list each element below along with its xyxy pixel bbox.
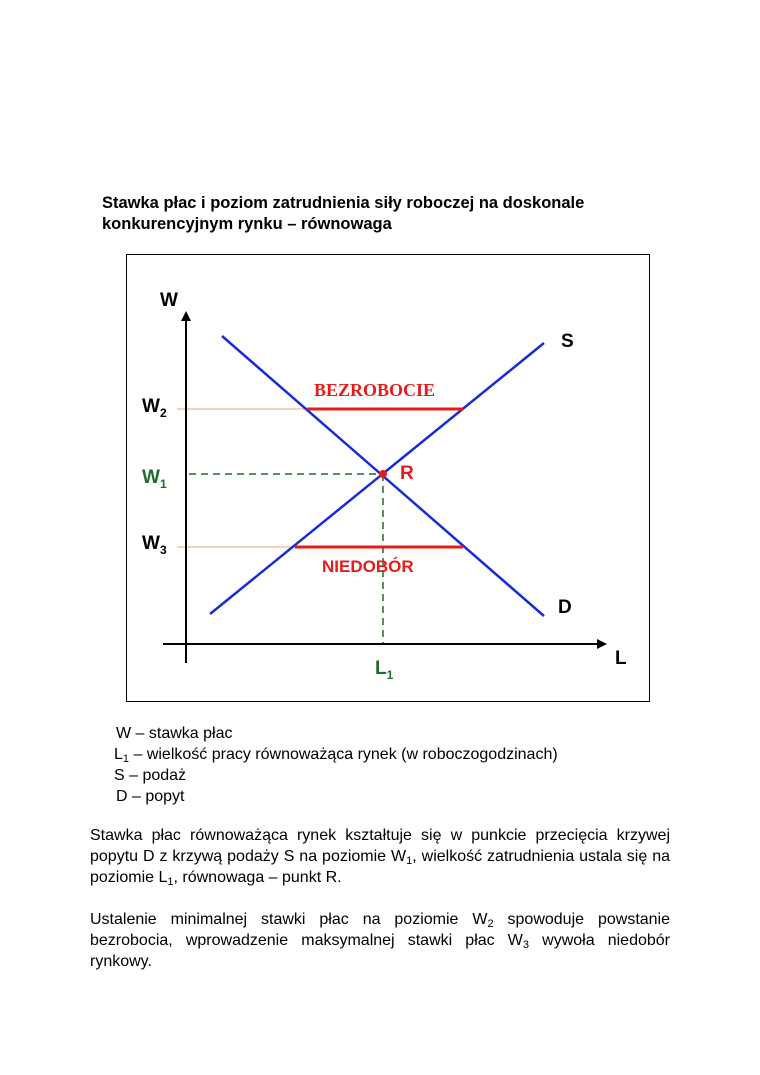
l1-label: $L_1$	[375, 658, 394, 682]
legend-w: W – stawka płac	[116, 725, 233, 742]
supply-curve-label: S	[561, 331, 574, 352]
legend-s: S – podaż	[114, 767, 187, 784]
w2-label: $W_2$	[142, 396, 167, 420]
paragraph-wage-policy: Ustalenie minimalnej stawki płac na poziomie $W_2$ spowoduje powstanie bezrobocia, wprowadzenie maksymalnej stawki płac $W_3$ wywoła niedobór rynkowy.	[90, 911, 671, 970]
legend-d: D – popyt	[116, 788, 185, 805]
w1-label: $W_1$	[142, 467, 167, 491]
equilibrium-label-r: R	[400, 463, 414, 484]
equilibrium-point-r	[379, 470, 387, 478]
labor-market-diagram	[126, 254, 650, 702]
diagram-svg	[127, 255, 651, 703]
paragraph-equilibrium: Stawka płac równoważąca rynek kształtuje się w punkcie przecięcia krzywej popytu D z krzywą podaży S na poziomie $W_1$, wielkość zatrudnienia ustala się na poziomie $L_1$, równowaga – punkt R.	[90, 827, 670, 888]
shortage-label: NIEDOBÓR	[322, 557, 414, 576]
title-line-1: Stawka płac i poziom zatrudnienia siły roboczej na doskonale	[102, 194, 585, 212]
x-axis-label: L	[615, 648, 627, 669]
title-line-2: konkurencyjnym rynku – równowaga	[102, 215, 392, 233]
demand-curve-label: D	[558, 597, 572, 618]
unemployment-label: BEZROBOCIE	[314, 380, 436, 400]
w3-label: $W_3$	[142, 533, 167, 557]
y-axis-label: W	[160, 290, 178, 311]
legend-l1: $L_1$ – wielkość pracy równoważąca rynek (w roboczogodzinach)	[114, 746, 558, 765]
figure-title	[102, 193, 662, 235]
legend	[114, 723, 558, 807]
